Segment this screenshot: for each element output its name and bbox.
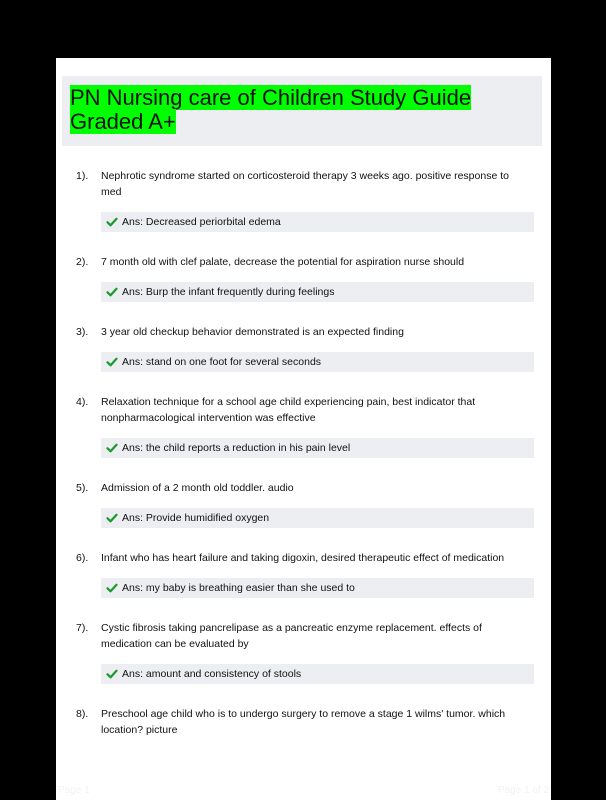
checkmark-icon: [106, 512, 118, 524]
answer-text: Ans: Provide humidified oxygen: [122, 512, 270, 524]
question-text: Nephrotic syndrome started on corticosteroid therapy 3 weeks ago. positive response to med: [101, 170, 509, 198]
question-number: 6).: [76, 552, 89, 564]
title-highlight: PN Nursing care of Children Study Guide Graded A+: [70, 85, 472, 134]
question-number: 3).: [76, 326, 89, 338]
question-text: Preschool age child who is to undergo surgery to remove a stage 1 wilms' tumor. which location? picture: [101, 708, 506, 736]
question-number: 4).: [76, 396, 89, 408]
question-item: [56, 620, 551, 684]
answer-text: Ans: my baby is breathing easier than she used to: [122, 582, 355, 594]
question-item: [56, 394, 551, 458]
question-number: 2).: [76, 256, 89, 268]
checkmark-icon: [106, 668, 118, 680]
question-item: [56, 168, 551, 232]
footer-right: Page 1 of 2: [497, 785, 549, 796]
answer-box: [101, 352, 534, 372]
question-text: Infant who has heart failure and taking digoxin, desired therapeutic effect of medication: [101, 552, 505, 564]
checkmark-icon: [106, 216, 118, 228]
document-page: [56, 58, 551, 800]
page-title: [70, 86, 532, 134]
checkmark-icon: [106, 582, 118, 594]
question-text: 7 month old with clef palate, decrease the potential for aspiration nurse should: [101, 256, 465, 268]
question-number: 5).: [76, 482, 89, 494]
answer-text: Ans: Decreased periorbital edema: [122, 216, 281, 228]
question-item: [56, 254, 551, 302]
checkmark-icon: [106, 442, 118, 454]
question-text: Cystic fibrosis taking pancrelipase as a pancreatic enzyme replacement. effects of medication can be evaluated by: [101, 622, 482, 650]
answer-text: Ans: Burp the infant frequently during feelings: [122, 286, 335, 298]
question-item: [56, 480, 551, 528]
title-box: [62, 76, 542, 146]
answer-box: [101, 212, 534, 232]
question-number: 1).: [76, 170, 89, 182]
answer-box: [101, 664, 534, 684]
footer-left: Page 1: [58, 785, 90, 796]
question-item: [56, 706, 551, 738]
checkmark-icon: [106, 356, 118, 368]
checkmark-icon: [106, 286, 118, 298]
question-number: 8).: [76, 708, 89, 720]
question-text: Relaxation technique for a school age child experiencing pain, best indicator that nonpharmacological intervention was effective: [101, 396, 476, 424]
question-list: [56, 168, 551, 760]
answer-box: [101, 282, 534, 302]
answer-text: Ans: the child reports a reduction in his pain level: [122, 442, 351, 454]
answer-box: [101, 508, 534, 528]
question-number: 7).: [76, 622, 89, 634]
question-item: [56, 324, 551, 372]
question-text: Admission of a 2 month old toddler. audio: [101, 482, 294, 494]
question-text: 3 year old checkup behavior demonstrated is an expected finding: [101, 326, 404, 338]
question-item: [56, 550, 551, 598]
answer-text: Ans: amount and consistency of stools: [122, 668, 302, 680]
answer-text: Ans: stand on one foot for several seconds: [122, 356, 322, 368]
answer-box: [101, 578, 534, 598]
answer-box: [101, 438, 534, 458]
